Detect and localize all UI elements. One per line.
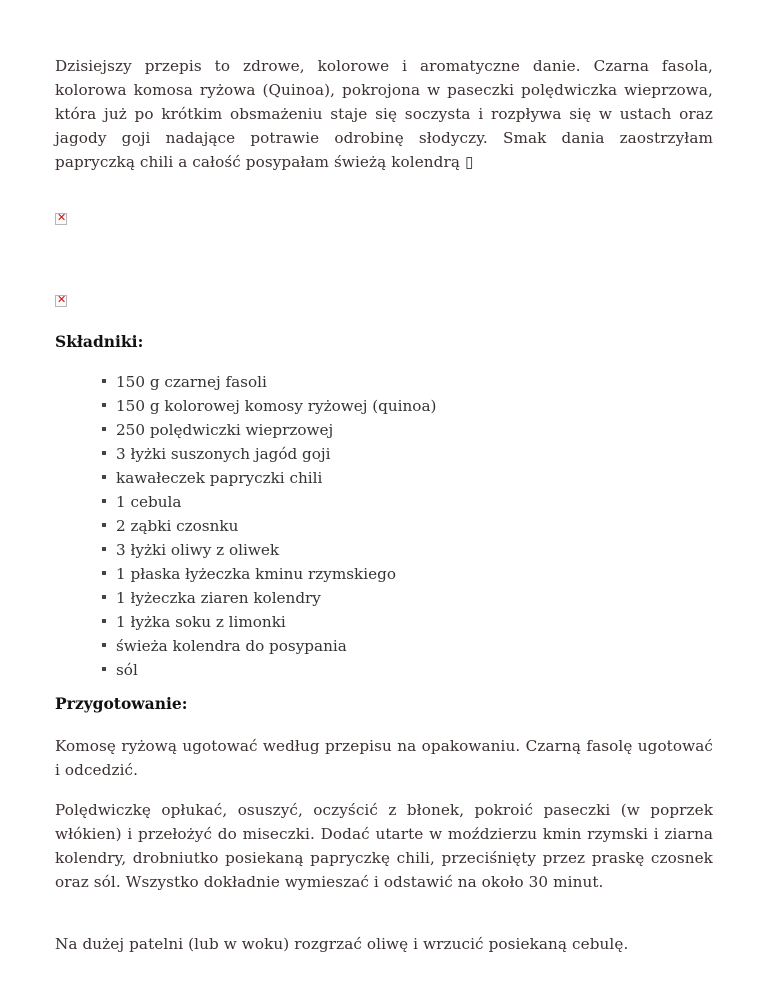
list-item: 2 ząbki czosnku bbox=[102, 514, 436, 538]
bullet-icon bbox=[102, 379, 106, 383]
missing-glyph: ▯ bbox=[464, 153, 474, 171]
preparation-step: Polędwiczkę opłukać, osuszyć, oczyścić z błonek, pokroić paseczki (w poprzek włókien) i przełożyć do miseczki. Dodać utarte w moździerzu kmin rzymski i ziarna kolendry, drobniutko posiekaną papryczkę chili, przeciśnięty przez praskę czosnek oraz sól. Wszystko dokładnie wymieszać i odstawić na około 30 minut. bbox=[55, 801, 713, 891]
list-item: kawałeczek papryczki chili bbox=[102, 466, 436, 490]
bullet-icon bbox=[102, 499, 106, 503]
bullet-icon bbox=[102, 547, 106, 551]
list-item: 250 polędwiczki wieprzowej bbox=[102, 418, 436, 442]
list-item: 1 łyżka soku z limonki bbox=[102, 610, 436, 634]
bullet-icon bbox=[102, 451, 106, 455]
list-item: sól bbox=[102, 658, 436, 682]
ingredients-list bbox=[102, 370, 436, 682]
list-item: 1 cebula bbox=[102, 490, 436, 514]
bullet-icon bbox=[102, 595, 106, 599]
broken-image-icon: ✕ bbox=[57, 293, 67, 306]
list-item: świeża kolendra do posypania bbox=[102, 634, 436, 658]
list-item: 1 płaska łyżeczka kminu rzymskiego bbox=[102, 562, 436, 586]
bullet-icon bbox=[102, 643, 106, 647]
ingredients-heading: Składniki: bbox=[55, 332, 144, 351]
intro-paragraph bbox=[55, 54, 713, 174]
list-item: 150 g kolorowej komosy ryżowej (quinoa) bbox=[102, 394, 436, 418]
bullet-icon bbox=[102, 571, 106, 575]
list-item: 1 łyżeczka ziaren kolendry bbox=[102, 586, 436, 610]
bullet-icon bbox=[102, 475, 106, 479]
preparation-step: Komosę ryżową ugotować według przepisu na opakowaniu. Czarną fasolę ugotować i odcedzić. bbox=[55, 737, 713, 779]
bullet-icon bbox=[102, 619, 106, 623]
broken-image-icon: ✕ bbox=[57, 211, 67, 224]
bullet-icon bbox=[102, 667, 106, 671]
intro-text: Dzisiejszy przepis to zdrowe, kolorowe i aromatyczne danie. Czarna fasola, kolorowa komosa ryżowa (Quinoa), pokrojona w paseczki polędwiczka wieprzowa, która już po krótkim obsmażeniu staje się soczysta i rozpływa się w ustach oraz jagody goji nadające potrawie odrobinę słodyczy. Smak dania zaostrzyłam papryczką chili a całość posypałam świeżą kolendrą bbox=[55, 57, 713, 171]
list-item: 150 g czarnej fasoli bbox=[102, 370, 436, 394]
bullet-icon bbox=[102, 403, 106, 407]
list-item: 3 łyżki suszonych jagód goji bbox=[102, 442, 436, 466]
bullet-icon bbox=[102, 427, 106, 431]
bullet-icon bbox=[102, 523, 106, 527]
list-item: 3 łyżki oliwy z oliwek bbox=[102, 538, 436, 562]
preparation-step: Na dużej patelni (lub w woku) rozgrzać oliwę i wrzucić posiekaną cebulę. bbox=[55, 935, 629, 953]
preparation-heading: Przygotowanie: bbox=[55, 694, 188, 713]
